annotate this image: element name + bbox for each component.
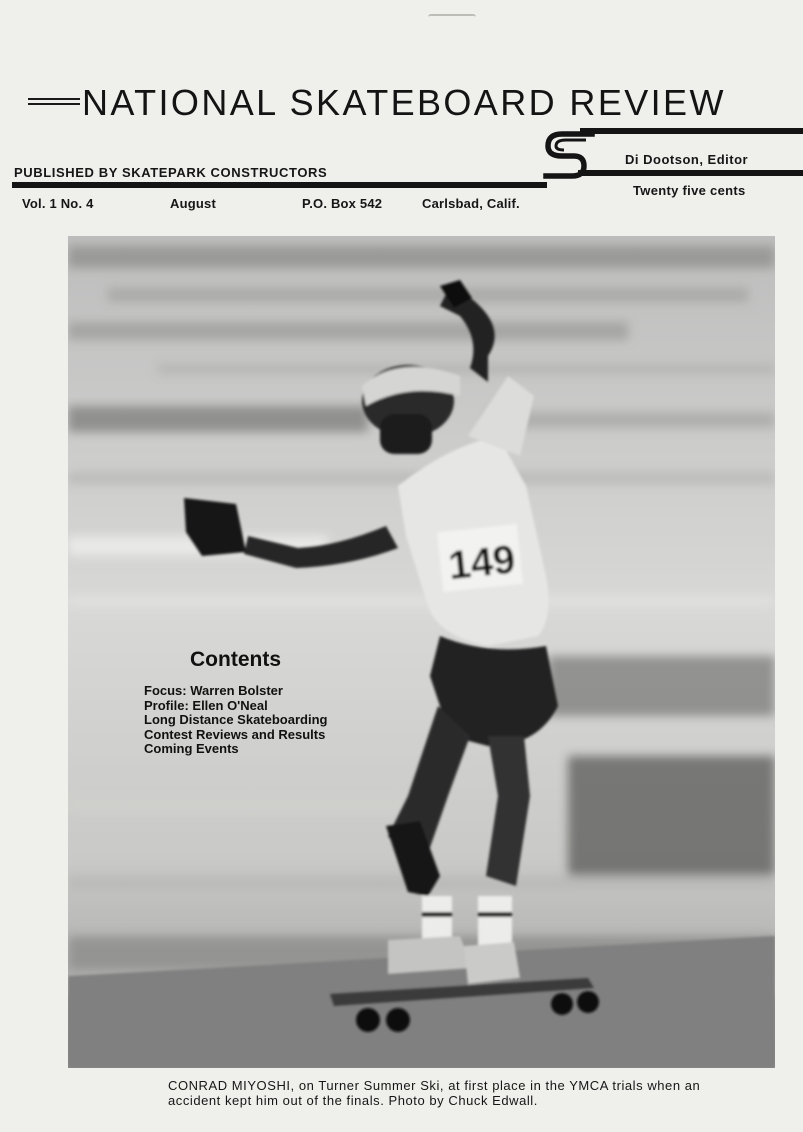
contents-item: Focus: Warren Bolster (144, 683, 283, 698)
header-rule-upper (580, 128, 803, 134)
skateboarder-illustration (68, 236, 775, 1068)
publication-title: NATIONAL SKATEBOARD REVIEW (82, 82, 726, 123)
issue-month: August (170, 196, 216, 211)
cover-photo (68, 236, 775, 1068)
price-line: Twenty five cents (633, 183, 746, 198)
contents-list (144, 684, 327, 757)
skatepark-logo-icon (540, 126, 596, 188)
issue-po-box: P.O. Box 542 (302, 196, 383, 211)
masthead (28, 84, 798, 124)
masthead-dash-icon (28, 98, 80, 100)
issue-location: Carlsbad, Calif. (422, 196, 520, 211)
contents-item: Coming Events (144, 741, 239, 756)
staple-mark (428, 14, 476, 22)
photo-caption: CONRAD MIYOSHI, on Turner Summer Ski, at first place in the YMCA trials when an accident kept him out of the finals. Photo by Chuck Edwall. (168, 1078, 701, 1108)
editor-line: Di Dootson, Editor (625, 152, 749, 167)
publisher-line: PUBLISHED BY SKATEPARK CONSTRUCTORS (14, 165, 328, 180)
contents-item: Long Distance Skateboarding (144, 712, 328, 727)
contents-item: Contest Reviews and Results (144, 726, 326, 742)
contents-title: Contents (190, 648, 281, 671)
header-rule-right (578, 170, 803, 176)
bib-number: 149 (446, 537, 518, 589)
issue-volume: Vol. 1 No. 4 (22, 196, 94, 211)
contents-item: Profile: Ellen O'Neal (144, 697, 268, 713)
header-rule-left (12, 182, 547, 188)
